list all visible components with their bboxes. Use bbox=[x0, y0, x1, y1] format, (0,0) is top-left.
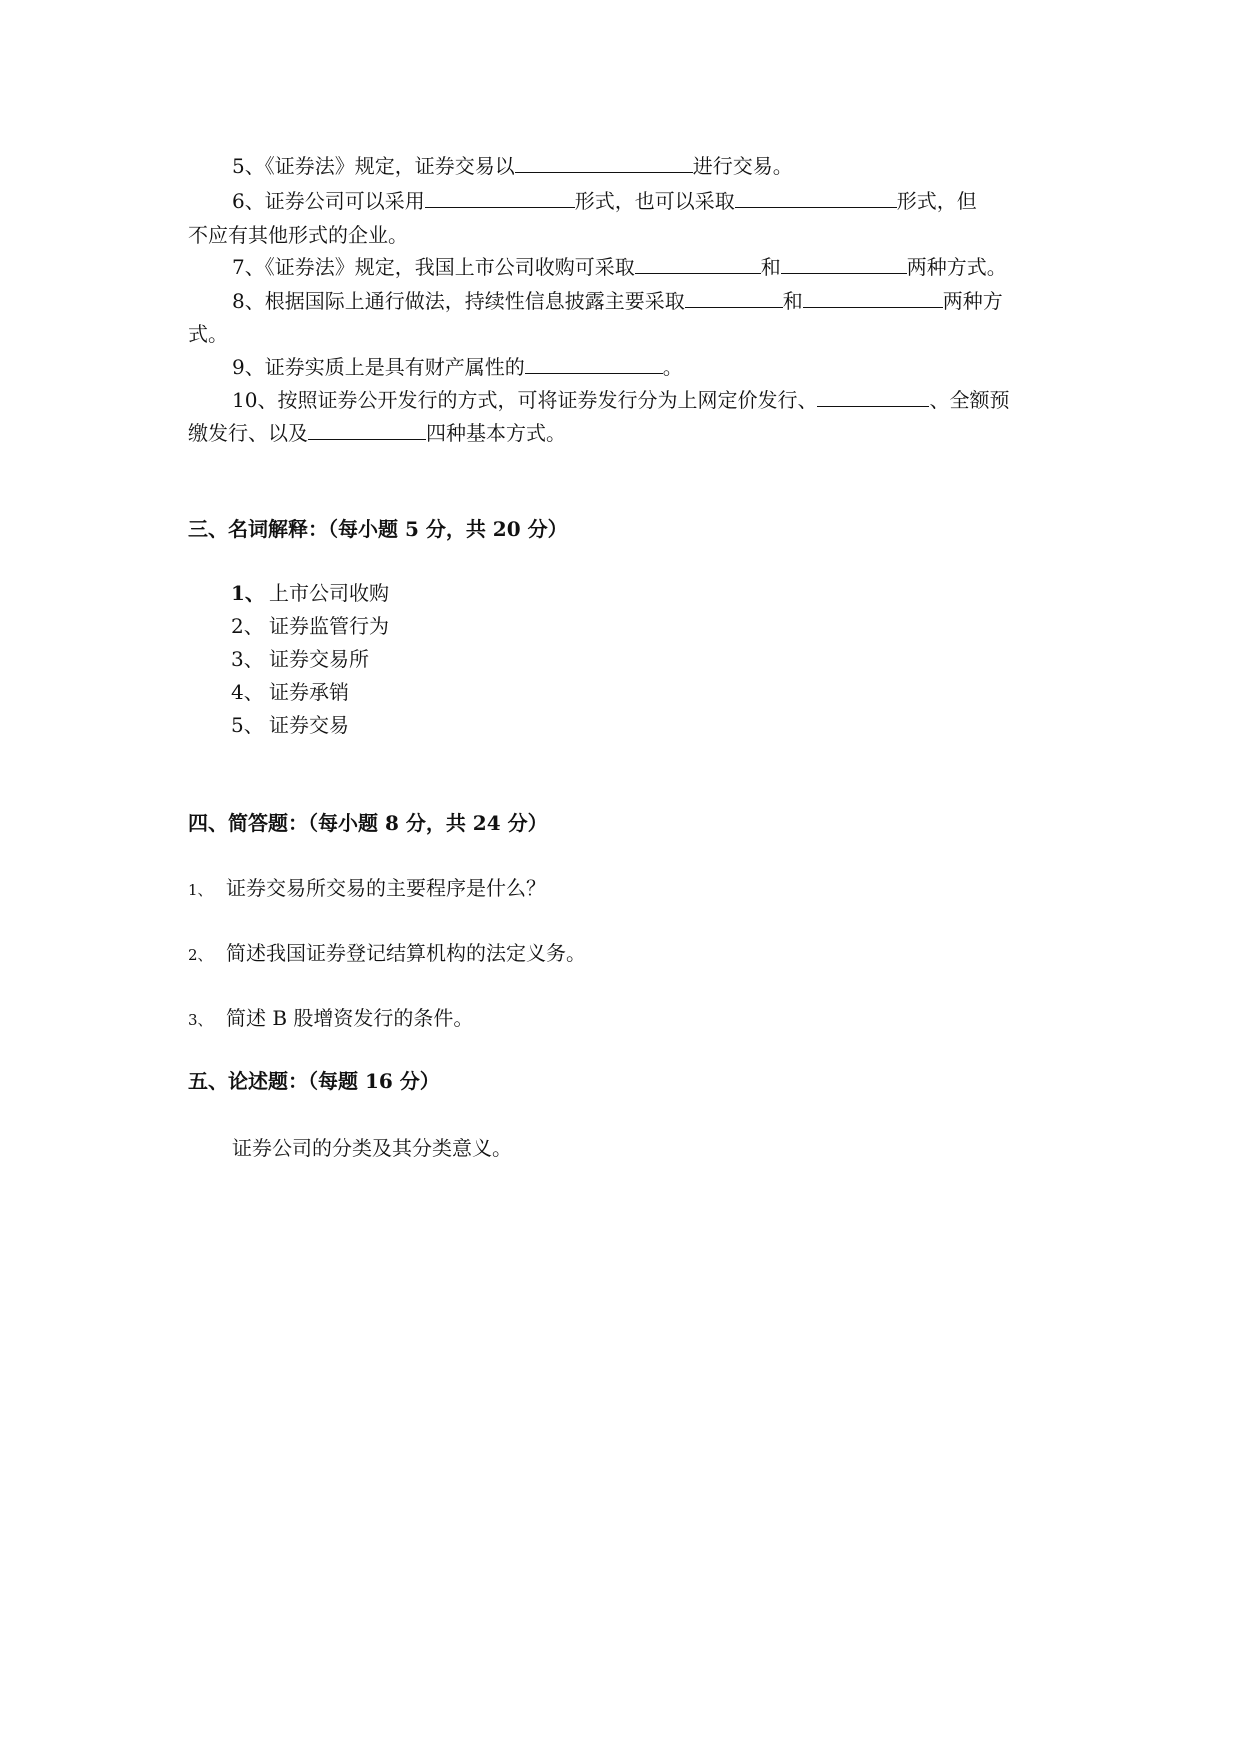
question-5 bbox=[232, 152, 793, 180]
question-text: 简述 B 股增资发行的条件。 bbox=[226, 1006, 474, 1030]
q8-blank-2 bbox=[803, 287, 943, 308]
q10-cont-text-1: 缴发行、以及 bbox=[188, 421, 308, 445]
q10-blank-2 bbox=[308, 419, 426, 440]
short-answer-3 bbox=[188, 1004, 473, 1034]
section-5-heading: 五、论述题：（每题 16 分） bbox=[188, 1069, 440, 1093]
question-10 bbox=[232, 386, 1009, 414]
q9-text-1: 9、证券实质上是具有财产属性的 bbox=[232, 355, 525, 379]
q6-text-1: 6、证券公司可以采用 bbox=[232, 189, 425, 213]
section-4-heading: 四、简答题：（每小题 8 分，共 24 分） bbox=[188, 811, 548, 835]
term-item-text: 证券交易所 bbox=[269, 647, 369, 671]
term-item-3 bbox=[231, 645, 369, 673]
question-7 bbox=[232, 253, 1007, 281]
q7-blank-2 bbox=[781, 253, 907, 274]
q5-blank bbox=[515, 152, 693, 173]
q8-text-1: 8、根据国际上通行做法，持续性信息披露主要采取 bbox=[232, 289, 685, 313]
term-item-number: 2、 bbox=[231, 614, 264, 638]
term-item-text: 证券承销 bbox=[269, 680, 349, 704]
term-item-5 bbox=[231, 711, 349, 739]
q8-text-3: 两种方 bbox=[942, 289, 1003, 313]
term-item-number: 4、 bbox=[231, 680, 264, 704]
term-item-1 bbox=[231, 579, 389, 607]
q6-text-3: 形式，但 bbox=[896, 189, 977, 213]
q9-blank bbox=[525, 353, 663, 374]
q6-text-2: 形式，也可以采取 bbox=[574, 189, 735, 213]
q5-text-1: 5、《证券法》规定，证券交易以 bbox=[232, 154, 515, 178]
q6-text-cont: 不应有其他形式的企业。 bbox=[188, 223, 408, 247]
question-8-continuation bbox=[188, 320, 228, 348]
question-6-continuation bbox=[188, 221, 408, 249]
short-answer-2 bbox=[188, 939, 586, 969]
question-9 bbox=[232, 353, 683, 381]
question-number: 3、 bbox=[188, 1011, 213, 1029]
q6-blank-1 bbox=[425, 187, 575, 208]
term-item-number: 5、 bbox=[231, 713, 264, 737]
q7-blank-1 bbox=[635, 253, 761, 274]
term-item-4 bbox=[231, 678, 349, 706]
term-item-text: 上市公司收购 bbox=[269, 581, 389, 605]
q10-cont-text-2: 四种基本方式。 bbox=[426, 421, 566, 445]
q8-blank-1 bbox=[685, 287, 783, 308]
term-item-text: 证券监管行为 bbox=[269, 614, 389, 638]
question-number: 2、 bbox=[188, 946, 213, 964]
q9-text-2: 。 bbox=[662, 355, 683, 379]
question-10-continuation bbox=[188, 419, 566, 447]
question-8 bbox=[232, 287, 1003, 315]
q8-text-2: 和 bbox=[782, 289, 803, 313]
question-number: 1、 bbox=[188, 881, 213, 899]
section-3-heading: 三、名词解释：（每小题 5 分，共 20 分） bbox=[188, 517, 568, 541]
q6-blank-2 bbox=[735, 187, 897, 208]
short-answer-1 bbox=[188, 874, 546, 904]
term-item-text: 证券交易 bbox=[269, 713, 349, 737]
question-text: 简述我国证券登记结算机构的法定义务。 bbox=[226, 941, 586, 965]
q10-blank-1 bbox=[817, 386, 929, 407]
term-item-number: 1、 bbox=[231, 581, 265, 605]
q5-text-2: 进行交易。 bbox=[692, 154, 793, 178]
q8-text-cont: 式。 bbox=[188, 322, 228, 346]
q7-text-2: 和 bbox=[760, 255, 781, 279]
q7-text-3: 两种方式。 bbox=[906, 255, 1007, 279]
term-item-2 bbox=[231, 612, 389, 640]
essay-question: 证券公司的分类及其分类意义。 bbox=[232, 1136, 512, 1160]
term-item-number: 3、 bbox=[231, 647, 264, 671]
question-text: 证券交易所交易的主要程序是什么？ bbox=[226, 876, 546, 900]
q7-text-1: 7、《证券法》规定，我国上市公司收购可采取 bbox=[232, 255, 635, 279]
q10-text-1: 10、按照证券公开发行的方式，可将证券发行分为上网定价发行、 bbox=[232, 388, 818, 412]
q10-text-2: 、全额预 bbox=[929, 388, 1010, 412]
question-6 bbox=[232, 187, 977, 215]
